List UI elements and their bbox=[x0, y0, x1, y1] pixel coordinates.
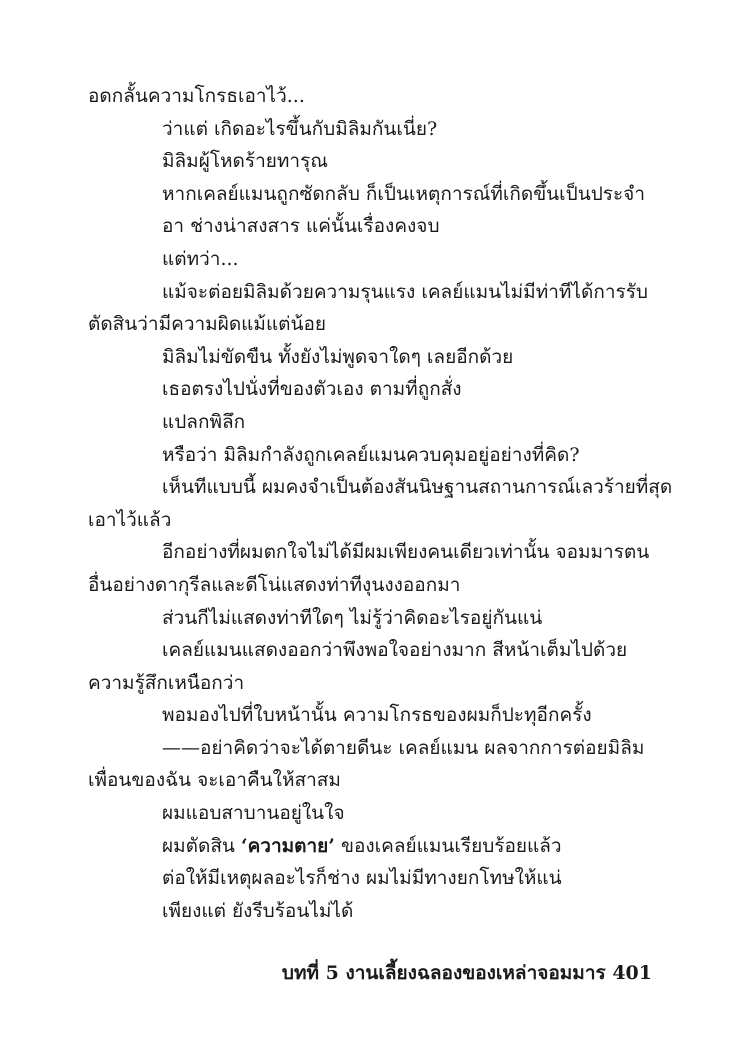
text-line: เธอตรงไปนั่งที่ของตัวเอง ตามที่ถูกสั่ง bbox=[162, 378, 462, 401]
text-line bbox=[88, 830, 653, 863]
text-line: เคลย์แมนแสดงออกว่าพึงพอใจอย่างมาก สีหน้าเต็มไปด้วย bbox=[162, 639, 628, 662]
text-line: เพื่อนของฉัน จะเอาคืนให้สาสม bbox=[88, 769, 341, 792]
text-line: อดกลั้นความโกรธเอาไว้... bbox=[88, 85, 305, 107]
text-line: ต่อให้มีเหตุผลอะไรก็ช่าง ผมไม่มีทางยกโทษให้แน่ bbox=[162, 867, 562, 890]
text-line: ——อย่าคิดว่าจะได้ตายดีนะ เคลย์แมน ผลจากการต่อยมิลิม bbox=[162, 736, 645, 759]
text-line: ว่าแต่ เกิดอะไรขึ้นกับมิลิมกันเนี่ย? bbox=[162, 117, 438, 140]
text-line: ความรู้สึกเหนือกว่า bbox=[88, 671, 245, 694]
text-line: ผมแอบสาบานอยู่ในใจ bbox=[162, 802, 345, 825]
text-line: เห็นทีแบบนี้ ผมคงจำเป็นต้องสันนิษฐานสถานการณ์เลวร้ายที่สุด bbox=[162, 476, 673, 499]
text-line: เอาไว้แล้ว bbox=[88, 508, 172, 531]
text-line: อา ช่างน่าสงสาร แค่นั้นเรื่องคงจบ bbox=[162, 215, 440, 238]
text-line: เพียงแต่ ยังรีบร้อนไม่ได้ bbox=[162, 899, 354, 922]
text-line: แต่ทว่า... bbox=[162, 247, 239, 270]
text-line: แม้จะต่อยมิลิมด้วยความรุนแรง เคลย์แมนไม่มีท่าทีได้การรับ bbox=[162, 280, 648, 303]
text-line: พอมองไปที่ใบหน้านั้น ความโกรธของผมก็ปะทุอีกครั้ง bbox=[162, 704, 592, 727]
text-line: มิลิมผู้โหดร้ายทารุณ bbox=[162, 150, 328, 173]
text-line: อีกอย่างที่ผมตกใจไม่ได้มีผมเพียงคนเดียวเท่านั้น จอมมารตน bbox=[162, 541, 650, 564]
text-line: แปลกพิลึก bbox=[162, 410, 246, 433]
page-footer: บทที่ 5 งานเลี้ยงฉลองของเหล่าจอมมาร 401 bbox=[281, 962, 652, 984]
text-line: มิลิมไม่ขัดขืน ทั้งยังไม่พูดจาใดๆ เลยอีกด้วย bbox=[162, 345, 514, 368]
text-segment: ของเคลย์แมนเรียบร้อยแล้ว bbox=[334, 834, 562, 857]
emphasis-text: ‘ความตาย’ bbox=[240, 834, 335, 857]
text-line: หรือว่า มิลิมกำลังถูกเคลย์แมนควบคุมอยู่อย่างที่คิด? bbox=[162, 443, 580, 466]
text-line: ส่วนกีไม่แสดงท่าทีใดๆ ไม่รู้ว่าคิดอะไรอยู่กันแน่ bbox=[162, 606, 543, 629]
text-line: หากเคลย์แมนถูกซัดกลับ ก็เป็นเหตุการณ์ที่เกิดขึ้นเป็นประจำ bbox=[162, 182, 645, 205]
text-segment: ผมตัดสิน bbox=[162, 834, 241, 857]
text-line: อื่นอย่างดากุรีลและดีโน่แสดงท่าทีงุนงงออกมา bbox=[88, 573, 461, 596]
body-text bbox=[88, 80, 673, 927]
text-line: ตัดสินว่ามีความผิดแม้แต่น้อย bbox=[88, 313, 327, 336]
